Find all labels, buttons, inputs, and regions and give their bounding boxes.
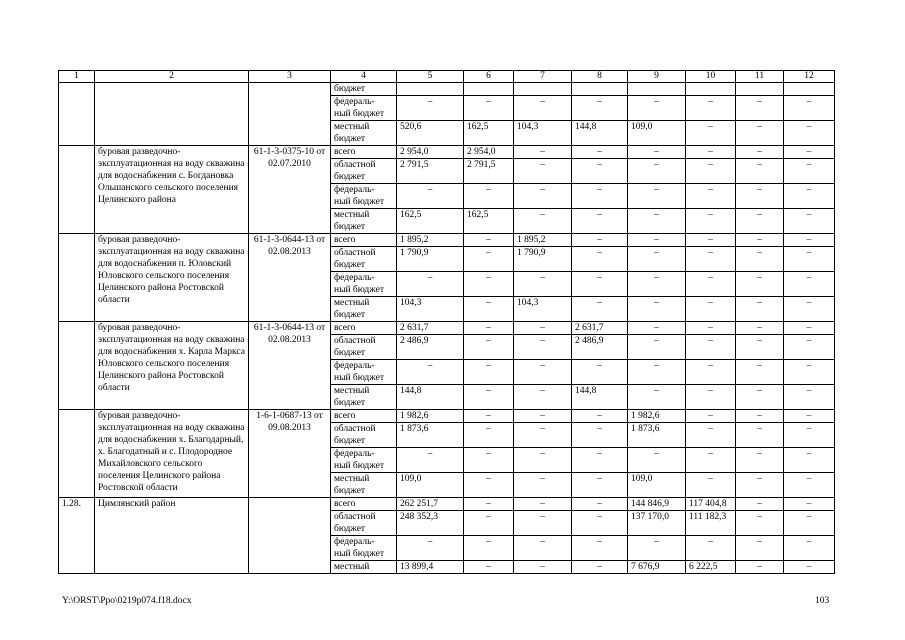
value-cell: 109,0 xyxy=(628,121,686,146)
value-cell: – xyxy=(736,272,784,297)
project-code: 61-1-3-0644-13 от 02.08.2013 xyxy=(249,322,331,410)
header-cell: 1 xyxy=(59,71,95,83)
value-cell: – xyxy=(514,473,572,498)
value-cell xyxy=(397,83,464,96)
value-cell: – xyxy=(514,511,572,536)
funding-source: федераль- ный бюджет xyxy=(331,184,397,209)
value-cell: – xyxy=(514,385,572,410)
value-cell: – xyxy=(686,360,736,385)
value-cell: – xyxy=(686,448,736,473)
value-cell: – xyxy=(686,536,736,561)
value-cell: – xyxy=(686,184,736,209)
value-cell: – xyxy=(686,159,736,184)
value-cell: – xyxy=(686,121,736,146)
value-cell: – xyxy=(572,272,628,297)
value-cell: 262 251,7 xyxy=(397,498,464,511)
value-cell: 248 352,3 xyxy=(397,511,464,536)
value-cell: 2 631,7 xyxy=(572,322,628,335)
value-cell: – xyxy=(464,448,514,473)
budget-table xyxy=(58,70,835,574)
value-cell: – xyxy=(628,360,686,385)
value-cell: – xyxy=(736,498,784,511)
value-cell: 104,3 xyxy=(514,121,572,146)
value-cell: – xyxy=(514,272,572,297)
value-cell: – xyxy=(572,448,628,473)
value-cell: 6 222,5 xyxy=(686,561,736,574)
value-cell: – xyxy=(784,410,835,423)
value-cell: – xyxy=(514,536,572,561)
value-cell: 1 895,2 xyxy=(514,234,572,247)
value-cell: – xyxy=(736,234,784,247)
value-cell: 1 982,6 xyxy=(397,410,464,423)
value-cell: – xyxy=(736,511,784,536)
value-cell: – xyxy=(736,247,784,272)
value-cell: – xyxy=(464,297,514,322)
object-description: буровая разведочно- эксплуатационная на воду скважина для водоснабжения с. Богдановка Ольшанского сельского поселения Целинского района xyxy=(95,146,249,234)
value-cell: – xyxy=(686,234,736,247)
value-cell: – xyxy=(628,448,686,473)
value-cell: – xyxy=(686,297,736,322)
value-cell: 1 873,6 xyxy=(397,423,464,448)
value-cell: – xyxy=(514,410,572,423)
value-cell: – xyxy=(514,146,572,159)
value-cell: – xyxy=(784,247,835,272)
funding-source: всего xyxy=(331,410,397,423)
value-cell: – xyxy=(628,247,686,272)
value-cell: – xyxy=(736,410,784,423)
funding-source: федераль- ный бюджет xyxy=(331,448,397,473)
value-cell: 2 486,9 xyxy=(397,335,464,360)
value-cell: – xyxy=(736,96,784,121)
funding-source: всего xyxy=(331,322,397,335)
value-cell: – xyxy=(464,385,514,410)
value-cell: – xyxy=(628,322,686,335)
value-cell: – xyxy=(628,146,686,159)
value-cell: – xyxy=(628,159,686,184)
funding-source: всего xyxy=(331,234,397,247)
table-row xyxy=(59,234,835,247)
item-number: 1.28. xyxy=(59,498,95,574)
value-cell xyxy=(736,83,784,96)
value-cell: – xyxy=(686,473,736,498)
value-cell: – xyxy=(514,360,572,385)
value-cell: – xyxy=(464,335,514,360)
object-description: буровая разведочно- эксплуатационная на воду скважина для водоснабжения х. Карла Маркса Юловского сельского поселения Целинского района Ростовской области xyxy=(95,322,249,410)
value-cell: – xyxy=(736,121,784,146)
value-cell: 109,0 xyxy=(628,473,686,498)
value-cell: – xyxy=(397,96,464,121)
value-cell: – xyxy=(784,448,835,473)
value-cell: 109,0 xyxy=(397,473,464,498)
value-cell: 2 954,0 xyxy=(397,146,464,159)
value-cell: – xyxy=(628,209,686,234)
value-cell: – xyxy=(784,423,835,448)
header-cell: 10 xyxy=(686,71,736,83)
header-cell: 4 xyxy=(331,71,397,83)
item-number xyxy=(59,410,95,498)
value-cell: 1 790,9 xyxy=(397,247,464,272)
value-cell: 520,6 xyxy=(397,121,464,146)
funding-source: областной бюджет xyxy=(331,159,397,184)
value-cell: 1 790,9 xyxy=(514,247,572,272)
object-description xyxy=(95,83,249,146)
value-cell: – xyxy=(464,536,514,561)
value-cell: – xyxy=(464,247,514,272)
funding-source: всего xyxy=(331,146,397,159)
value-cell: 2 791,5 xyxy=(464,159,514,184)
value-cell: 144,8 xyxy=(572,121,628,146)
value-cell: – xyxy=(572,498,628,511)
value-cell: – xyxy=(514,184,572,209)
header-cell: 8 xyxy=(572,71,628,83)
value-cell: – xyxy=(736,473,784,498)
table-row xyxy=(59,146,835,159)
value-cell xyxy=(514,83,572,96)
value-cell: 137 170,0 xyxy=(628,511,686,536)
value-cell: – xyxy=(514,335,572,360)
value-cell: – xyxy=(784,385,835,410)
header-cell: 3 xyxy=(249,71,331,83)
funding-source: областной бюджет xyxy=(331,423,397,448)
value-cell: – xyxy=(514,561,572,574)
value-cell xyxy=(784,83,835,96)
value-cell: – xyxy=(464,410,514,423)
value-cell: 2 791,5 xyxy=(397,159,464,184)
object-description: Цимлянский район xyxy=(95,498,249,574)
value-cell: – xyxy=(464,423,514,448)
funding-source: областной бюджет xyxy=(331,247,397,272)
header-cell: 2 xyxy=(95,71,249,83)
table-body xyxy=(59,71,835,574)
value-cell: – xyxy=(784,234,835,247)
value-cell: – xyxy=(464,322,514,335)
value-cell: 1 873,6 xyxy=(628,423,686,448)
value-cell xyxy=(686,83,736,96)
value-cell: 7 676,9 xyxy=(628,561,686,574)
funding-source: местный бюджет xyxy=(331,473,397,498)
value-cell: – xyxy=(686,385,736,410)
value-cell: – xyxy=(572,511,628,536)
value-cell: – xyxy=(628,536,686,561)
value-cell: 162,5 xyxy=(464,209,514,234)
value-cell: – xyxy=(397,448,464,473)
value-cell: – xyxy=(464,234,514,247)
table-row xyxy=(59,322,835,335)
value-cell: – xyxy=(784,184,835,209)
value-cell: 2 486,9 xyxy=(572,335,628,360)
item-number xyxy=(59,83,95,146)
value-cell: – xyxy=(464,272,514,297)
value-cell: – xyxy=(464,96,514,121)
object-description: буровая разведочно- эксплуатационная на воду скважина для водоснабжения х. Благодарный, х. Благодатный и с. Плодородное Михайловского сельского поселения Целинского района Ростовской области xyxy=(95,410,249,498)
value-cell: – xyxy=(514,209,572,234)
value-cell: – xyxy=(397,184,464,209)
value-cell: – xyxy=(572,184,628,209)
value-cell: – xyxy=(736,360,784,385)
value-cell: 2 954,0 xyxy=(464,146,514,159)
value-cell: – xyxy=(464,498,514,511)
value-cell: – xyxy=(784,511,835,536)
value-cell: – xyxy=(736,448,784,473)
value-cell: – xyxy=(736,209,784,234)
value-cell: – xyxy=(686,272,736,297)
value-cell: – xyxy=(784,121,835,146)
value-cell: – xyxy=(572,297,628,322)
value-cell: – xyxy=(572,561,628,574)
value-cell: – xyxy=(572,473,628,498)
value-cell: – xyxy=(784,473,835,498)
item-number xyxy=(59,146,95,234)
value-cell: 2 631,7 xyxy=(397,322,464,335)
value-cell: – xyxy=(736,335,784,360)
funding-source: всего xyxy=(331,498,397,511)
value-cell: – xyxy=(686,410,736,423)
value-cell: – xyxy=(464,184,514,209)
value-cell xyxy=(464,83,514,96)
value-cell: – xyxy=(736,184,784,209)
value-cell: – xyxy=(628,335,686,360)
value-cell: – xyxy=(514,498,572,511)
value-cell: – xyxy=(686,322,736,335)
value-cell: – xyxy=(686,146,736,159)
value-cell: – xyxy=(784,536,835,561)
value-cell: – xyxy=(628,272,686,297)
value-cell: – xyxy=(686,247,736,272)
table-row xyxy=(59,498,835,511)
value-cell: – xyxy=(572,536,628,561)
value-cell: – xyxy=(784,159,835,184)
value-cell: – xyxy=(686,423,736,448)
header-cell: 12 xyxy=(784,71,835,83)
object-description: буровая разведочно- эксплуатационная на воду скважина для водоснабжения п. Юловский Юловского сельского поселения Целинского района Ростовской области xyxy=(95,234,249,322)
item-number xyxy=(59,234,95,322)
value-cell: 104,3 xyxy=(514,297,572,322)
value-cell: – xyxy=(514,448,572,473)
value-cell: – xyxy=(464,511,514,536)
value-cell: 162,5 xyxy=(397,209,464,234)
value-cell: – xyxy=(572,360,628,385)
header-cell: 11 xyxy=(736,71,784,83)
funding-source: местный бюджет xyxy=(331,209,397,234)
value-cell: – xyxy=(784,322,835,335)
document-path: Y:\ORST\Ppo\0219p074.f18.docx xyxy=(62,596,192,606)
value-cell: – xyxy=(572,96,628,121)
funding-source: местный xyxy=(331,561,397,574)
header-cell: 9 xyxy=(628,71,686,83)
project-code: 61-1-3-0644-13 от 02.08.2013 xyxy=(249,234,331,322)
funding-source: областной бюджет xyxy=(331,335,397,360)
funding-source: федераль- ный бюджет xyxy=(331,360,397,385)
funding-source: бюджет xyxy=(331,83,397,96)
item-number xyxy=(59,322,95,410)
value-cell: – xyxy=(628,385,686,410)
value-cell: – xyxy=(572,410,628,423)
value-cell: – xyxy=(628,96,686,121)
value-cell: – xyxy=(628,184,686,209)
value-cell: 111 182,3 xyxy=(686,511,736,536)
value-cell: – xyxy=(514,96,572,121)
value-cell: – xyxy=(784,272,835,297)
value-cell: – xyxy=(397,272,464,297)
page-number: 103 xyxy=(815,596,830,606)
value-cell: – xyxy=(736,146,784,159)
value-cell: – xyxy=(397,536,464,561)
value-cell: 117 404,8 xyxy=(686,498,736,511)
header-cell: 5 xyxy=(397,71,464,83)
value-cell: 13 899,4 xyxy=(397,561,464,574)
value-cell: – xyxy=(736,561,784,574)
value-cell: – xyxy=(736,423,784,448)
value-cell: – xyxy=(736,322,784,335)
funding-source: местный бюджет xyxy=(331,297,397,322)
value-cell: – xyxy=(784,498,835,511)
value-cell: – xyxy=(784,146,835,159)
funding-source: областной бюджет xyxy=(331,511,397,536)
value-cell: 162,5 xyxy=(464,121,514,146)
value-cell: – xyxy=(514,322,572,335)
value-cell: – xyxy=(736,297,784,322)
funding-source: местный бюджет xyxy=(331,121,397,146)
value-cell: – xyxy=(686,96,736,121)
value-cell: – xyxy=(464,360,514,385)
table-row xyxy=(59,83,835,96)
value-cell xyxy=(572,83,628,96)
value-cell: – xyxy=(736,385,784,410)
value-cell: 144,8 xyxy=(572,385,628,410)
value-cell: – xyxy=(784,96,835,121)
funding-source: федераль- ный бюджет xyxy=(331,272,397,297)
value-cell: – xyxy=(397,360,464,385)
value-cell: – xyxy=(572,146,628,159)
value-cell: – xyxy=(736,159,784,184)
value-cell: 104,3 xyxy=(397,297,464,322)
header-cell: 6 xyxy=(464,71,514,83)
value-cell: – xyxy=(572,209,628,234)
value-cell: 144,8 xyxy=(397,385,464,410)
value-cell: – xyxy=(784,209,835,234)
header-row xyxy=(59,71,835,83)
header-cell: 7 xyxy=(514,71,572,83)
value-cell: – xyxy=(628,297,686,322)
value-cell: – xyxy=(572,234,628,247)
funding-source: местный бюджет xyxy=(331,385,397,410)
value-cell: – xyxy=(572,423,628,448)
funding-source: федераль- ный бюджет xyxy=(331,96,397,121)
project-code xyxy=(249,498,331,574)
value-cell: – xyxy=(784,335,835,360)
value-cell: 1 982,6 xyxy=(628,410,686,423)
value-cell xyxy=(628,83,686,96)
value-cell: – xyxy=(784,360,835,385)
value-cell: – xyxy=(514,423,572,448)
value-cell: 1 895,2 xyxy=(397,234,464,247)
value-cell: – xyxy=(628,234,686,247)
table-row xyxy=(59,410,835,423)
value-cell: – xyxy=(784,561,835,574)
project-code xyxy=(249,83,331,146)
value-cell: – xyxy=(464,473,514,498)
funding-source: федераль- ный бюджет xyxy=(331,536,397,561)
value-cell: – xyxy=(686,335,736,360)
value-cell: – xyxy=(784,297,835,322)
value-cell: – xyxy=(464,561,514,574)
value-cell: – xyxy=(572,247,628,272)
project-code: 1-6-1-0687-13 от 09.08.2013 xyxy=(249,410,331,498)
value-cell: – xyxy=(686,209,736,234)
value-cell: – xyxy=(514,159,572,184)
project-code: 61-1-3-0375-10 от 02.07.2010 xyxy=(249,146,331,234)
value-cell: 144 846,9 xyxy=(628,498,686,511)
value-cell: – xyxy=(572,159,628,184)
value-cell: – xyxy=(736,536,784,561)
